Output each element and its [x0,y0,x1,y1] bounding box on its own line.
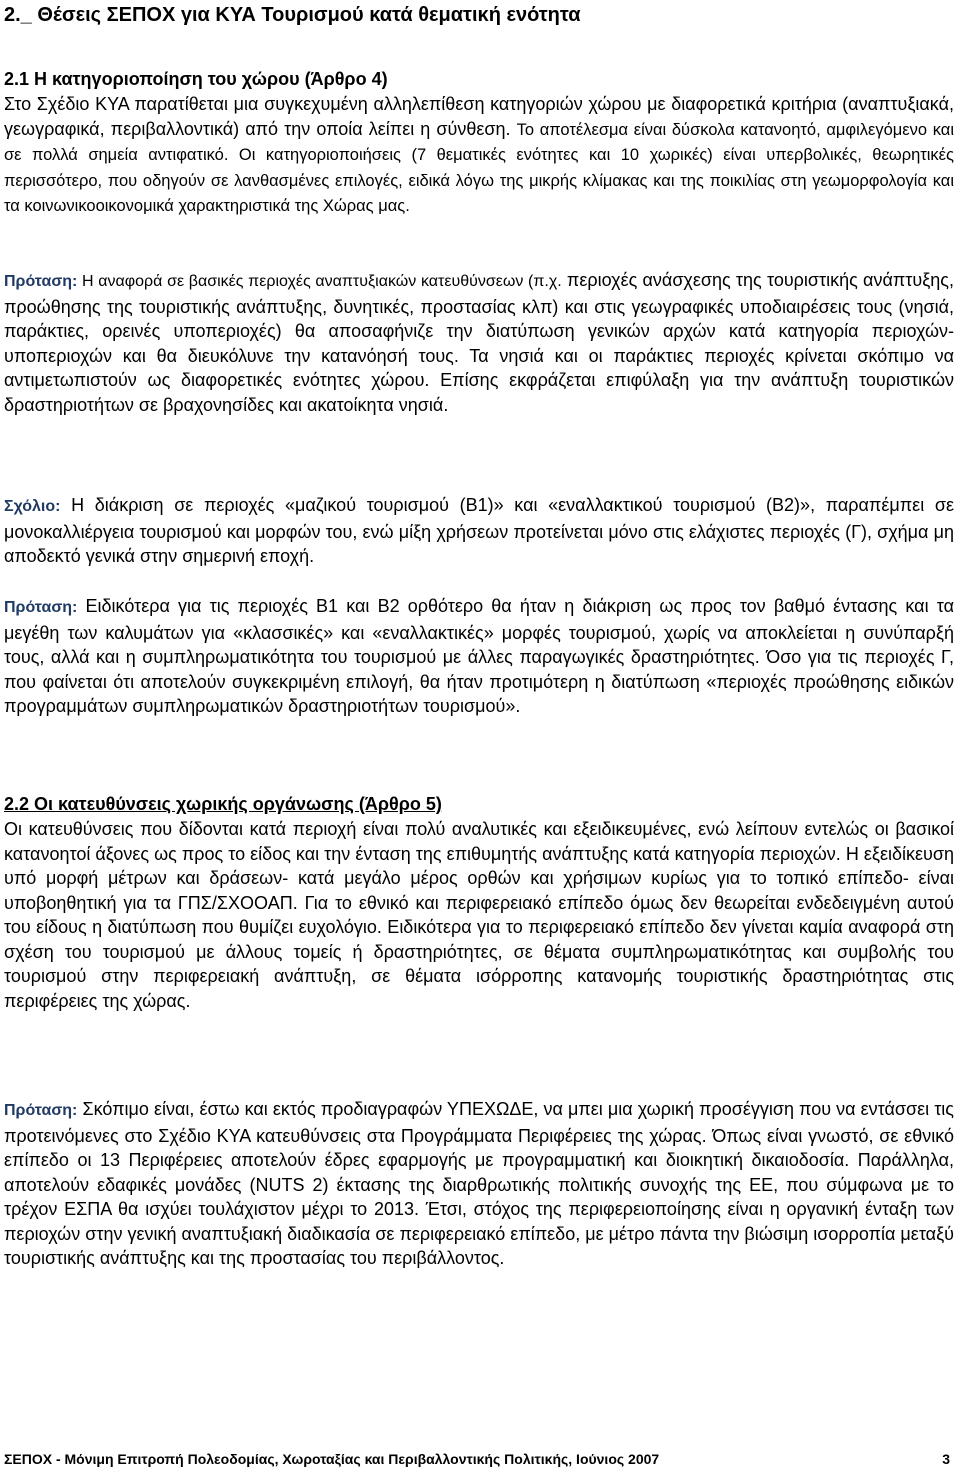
footer-text: ΣΕΠΟΧ - Μόνιμη Επιτροπή Πολεοδομίας, Χωροταξίας και Περιβαλλοντικής Πολιτικής, Ιούνιος 2007 [4,1451,660,1467]
proposal-1-label: Πρόταση: [4,273,78,290]
page-number: 3 [942,1451,950,1467]
page-title: 2._ Θέσεις ΣΕΠΟΧ για ΚΥΑ Τουρισμού κατά θεματική ενότητα [4,4,581,26]
proposal-2-text: Ειδικότερα για τις περιοχές Β1 και Β2 ορθότερο θα ήταν η διάκριση ως προς τον βαθμό έντασης και τα μεγέθη των καλυμάτων για «κλασσικές» και «εναλλακτικές» μορφές τουρισμού, χωρίς να αποκλείεται η συνύπαρξή τους, αλλά και η συμπληρωματικότητα του τουρισμού με άλλες παραγωγικές δραστηριότητες. Όσο για τις περιοχές Γ, που φαίνεται ότι αποτελούν συγκεκριμένη επιλογή, θα ήταν προτιμότερη η διατύπωση «περιοχές προώθησης ειδικών προγραμμάτων συμπληρωματικών δραστηριοτήτων τουρισμού». [4,596,954,716]
comment [4,493,954,569]
section-2-2-title: 2.2 Οι κατευθύνσεις χωρικής οργάνωσης (Άρθρο 5) [4,794,442,814]
intro-part-b: Το αποτέλεσμα είναι δύσκολα κατανοητό, αμφιλεγόμενο και σε πολλά σημεία αντιφατικό. Οι κατηγοριοποιήσεις (7 θεματικές ενότητες και 10 χωρικές) είναι υπερβολικές, θεωρητικές περισσότερο, που οδηγούν σε λανθασμένες επιλογές, ειδικά λόγω της μικρής κλίμακας και της ποικιλίας στη γεωμορφολογία και τα κοινωνικοοικονομικά χαρακτηριστικά της Χώρας μας. [4,120,954,215]
proposal-1-text: περιοχές ανάσχεσης της τουριστικής ανάπτυξης, προώθησης της τουριστικής ανάπτυξης, δυνητικές, προστασίας κλπ) και στις γεωγραφικές υποδιαιρέσεις τους (νησιά, παράκτιες, ορεινές υποπεριοχές) θα αποσαφήνιζε την διατύπωση γενικών αρχών κατά κατηγορία περιοχών-υποπεριοχών και θα διευκόλυνε την κατανόησή τους. Τα νησιά και οι παράκτιες περιοχές κρίνεται σκόπιμο να αντιμετωπιστούν ως διαφορετικές ενότητες χώρου. Επίσης εκφράζεται επιφύλαξη για την ανάπτυξη τουριστικών δραστηριοτήτων σε βραχονησίδες και ακατοίκητα νησιά. [4,270,954,415]
comment-label: Σχόλιο: [4,498,61,515]
comment-text: Η διάκριση σε περιοχές «μαζικού τουρισμού (Β1)» και «εναλλακτικού τουρισμού (Β2)», παραπέμπει σε μονοκαλλιέργεια τουρισμού και μορφών του, ενώ μίξη χρήσεων προτείνεται μόνο στις ελάχιστες περιοχές (Γ), σχήμα μη αποδεκτό γενικά στην σημερινή εποχή. [4,495,954,566]
section-2-2-body: Οι κατευθύνσεις που δίδονται κατά περιοχή είναι πολύ αναλυτικές και εξειδικευμένες, ενώ λείπουν εντελώς οι βασικοί κατανοητοί άξονες ως προς το είδος και την ένταση της επιθυμητής ανάπτυξης κατά κατηγορία περιοχών. Η εξειδίκευση υπό μορφή μέτρων και δράσεων- κατά μεγάλο μέρος ορθών και χρήσιμων κυρίως για το τοπικό επίπεδο- είναι υποβοηθητική για τα ΓΠΣ/ΣΧΟΟΑΠ. Για το εθνικό και περιφερειακό επίπεδο όμως δεν θεωρείται ενδεδειγμένη αυτού του είδους η διατύπωση που θυμίζει ευχολόγιο. Ειδικότερα για το περιφερειακό επίπεδο δεν γίνεται καμία αναφορά στη σχέση του τουρισμού με άλλους τομείς ή δραστηριότητες, σε θέματα συμπληρωματικότητας και συμβολής του τουρισμού στην περιφερειακή ανάπτυξη, σε θέματα ισόρροπης κατανομής τουριστικής δραστηριότητας στις περιφέρειες της χώρας. [4,819,954,1011]
proposal-1-lead-text: Η αναφορά σε βασικές περιοχές αναπτυξιακών κατευθύνσεων (π.χ. [82,273,562,290]
section-2-1-title: 2.1 Η κατηγοριοποίηση του χώρου (Άρθρο 4) [4,69,388,89]
proposal-2 [4,594,954,719]
proposal-1 [4,268,954,417]
intro-part-a: Στο Σχέδιο ΚΥΑ παρατίθεται μια συγκεχυμένη αλληλεπίθεση κατηγοριών χώρου με διαφορετικά κριτήρια (αναπτυξιακά, γεωγραφικά, περιβαλλοντικά) από την οποία λείπει η σύνθεση. [4,94,954,139]
proposal-2-label: Πρόταση: [4,599,78,616]
proposal-3-label: Πρόταση: [4,1102,78,1119]
proposal-3-text: Σκόπιμο είναι, έστω και εκτός προδιαγραφών ΥΠΕΧΩΔΕ, να μπει μια χωρική προσέγγιση που να εντάσσει τις προτεινόμενες στο Σχέδιο ΚΥΑ κατευθύνσεις στα Προγράμματα Περιφέρειες της χώρας. Όπως είναι γνωστό, σε εθνικό επίπεδο οι 13 Περιφέρειες αποτελούν έδρες εφαρμογής με προγραμματική και διοικητική δικαιοδοσία. Παράλληλα, αποτελούν εδαφικές μονάδες (NUTS 2) έκτασης της διαρθρωτικής πολιτικής συνοχής της ΕΕ, που σύμφωνα με το τρέχον ΕΣΠΑ θα ισχύει τουλάχιστον μέχρι το 2013. Έτσι, στόχος της περιφερειοποίησης είναι η οργανική ένταξη των περιοχών στην γενική αναπτυξιακή διαδικασία σε περιφερειακό επίπεδο, με μέτρο πάντα την βιώσιμη ισορροπία μεταξύ τουριστικής ανάπτυξης και της προστασίας του περιβάλλοντος. [4,1099,954,1268]
proposal-3 [4,1097,954,1271]
section-2-1-intro [4,92,954,219]
proposal-1-head [4,273,562,290]
page-footer [4,1449,950,1469]
